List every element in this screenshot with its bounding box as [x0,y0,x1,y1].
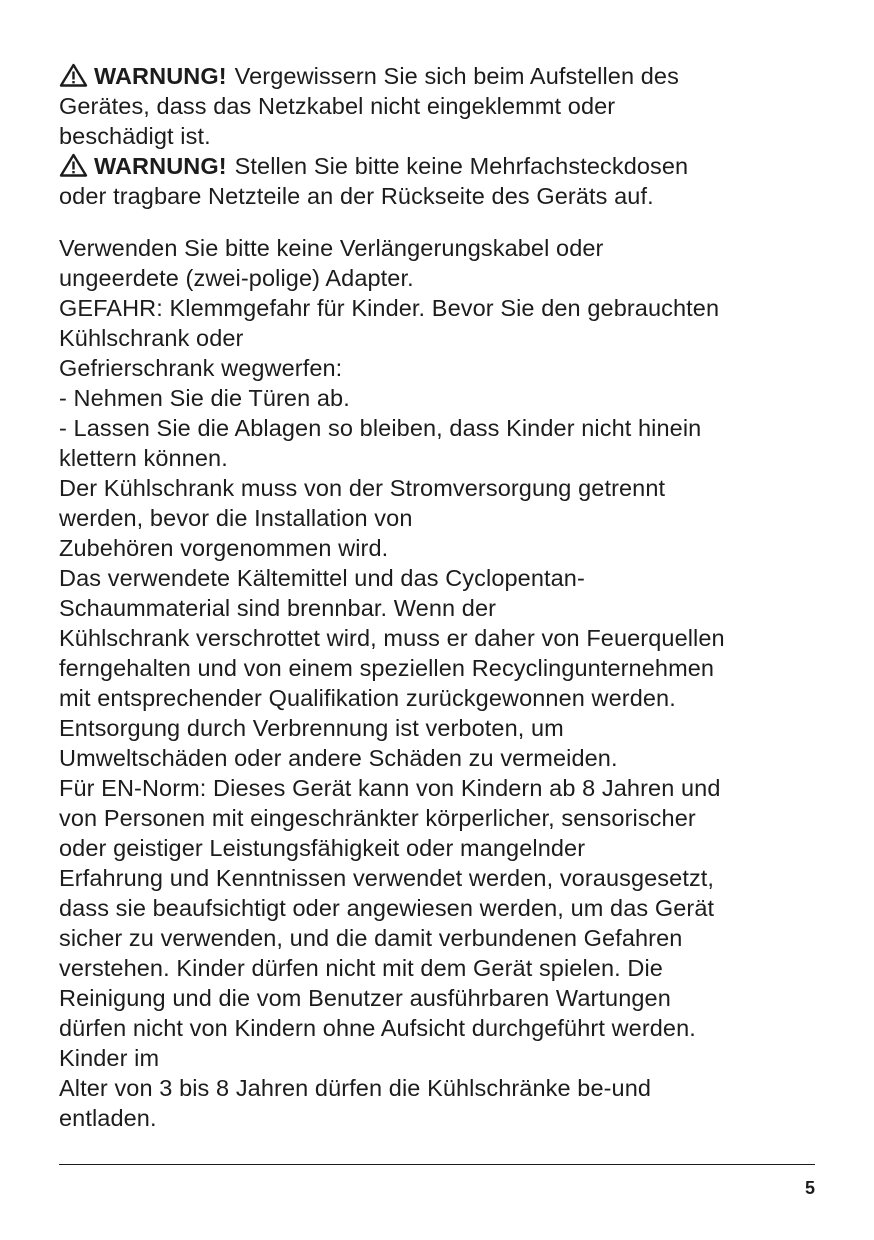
body-line: Der Kühlschrank muss von der Stromversorgung getrennt [59,475,666,501]
body-line: Kinder im [59,1045,160,1071]
body-line: entladen. [59,1105,157,1131]
body-line: - Lassen Sie die Ablagen so bleiben, dass Kinder nicht hinein [59,415,702,441]
warning-line [59,151,829,181]
body-line: - Nehmen Sie die Türen ab. [59,385,350,411]
body-line: Für EN-Norm: Dieses Gerät kann von Kindern ab 8 Jahren und [59,775,721,801]
paragraph-gap [59,211,829,233]
body-line: Schaummaterial sind brennbar. Wenn der [59,595,497,621]
warning-text: oder tragbare Netzteile an der Rückseite des Geräts auf. [59,183,654,209]
warning-triangle-icon [59,153,88,177]
body-line: Kühlschrank verschrottet wird, muss er daher von Feuerquellen [59,625,725,651]
warning-text: Vergewissern Sie sich beim Aufstellen des [234,63,679,89]
body-line: dass sie beaufsichtigt oder angewiesen werden, um das Gerät [59,895,715,921]
body-line: mit entsprechender Qualifikation zurückgewonnen werden. [59,685,676,711]
body-line: klettern können. [59,445,228,471]
body-text [59,233,829,1133]
warning-text: Stellen Sie bitte keine Mehrfachsteckdosen [234,153,689,179]
body-line: dürfen nicht von Kindern ohne Aufsicht durchgeführt werden. [59,1015,696,1041]
warning-line [59,61,829,91]
body-line: von Personen mit eingeschränkter körperlicher, sensorischer [59,805,696,831]
body-line: Verwenden Sie bitte keine Verlängerungskabel oder [59,235,604,261]
body-line: GEFAHR: Klemmgefahr für Kinder. Bevor Sie den gebrauchten [59,295,720,321]
body-line: Reinigung und die vom Benutzer ausführbaren Wartungen [59,985,671,1011]
warning-label: WARNUNG! [94,63,227,89]
body-line: Kühlschrank oder [59,325,244,351]
body-line: Erfahrung und Kenntnissen verwendet werden, vorausgesetzt, [59,865,715,891]
page-number: 5 [804,1178,815,1198]
body-line: ferngehalten und von einem speziellen Recyclingunternehmen [59,655,715,681]
body-line: ungeerdete (zwei-polige) Adapter. [59,265,414,291]
body-line: Zubehören vorgenommen wird. [59,535,389,561]
body-line: werden, bevor die Installation von [59,505,413,531]
body-line: Umweltschäden oder andere Schäden zu vermeiden. [59,745,618,771]
body-line: Alter von 3 bis 8 Jahren dürfen die Kühlschränke be-und [59,1075,652,1101]
warning-text: Gerätes, dass das Netzkabel nicht eingeklemmt oder [59,93,616,119]
body-line: oder geistiger Leistungsfähigkeit oder mangelnder [59,835,586,861]
body-line: verstehen. Kinder dürfen nicht mit dem Gerät spielen. Die [59,955,663,981]
footer-divider [59,1164,815,1165]
body-line: sicher zu verwenden, und die damit verbundenen Gefahren [59,925,683,951]
warning-label: WARNUNG! [94,153,227,179]
body-line: Das verwendete Kältemittel und das Cyclopentan- [59,565,585,591]
warning-triangle-icon [59,63,88,87]
page-content [59,61,829,1133]
body-line: Entsorgung durch Verbrennung ist verboten, um [59,715,564,741]
warning-text: beschädigt ist. [59,123,211,149]
body-line: Gefrierschrank wegwerfen: [59,355,343,381]
